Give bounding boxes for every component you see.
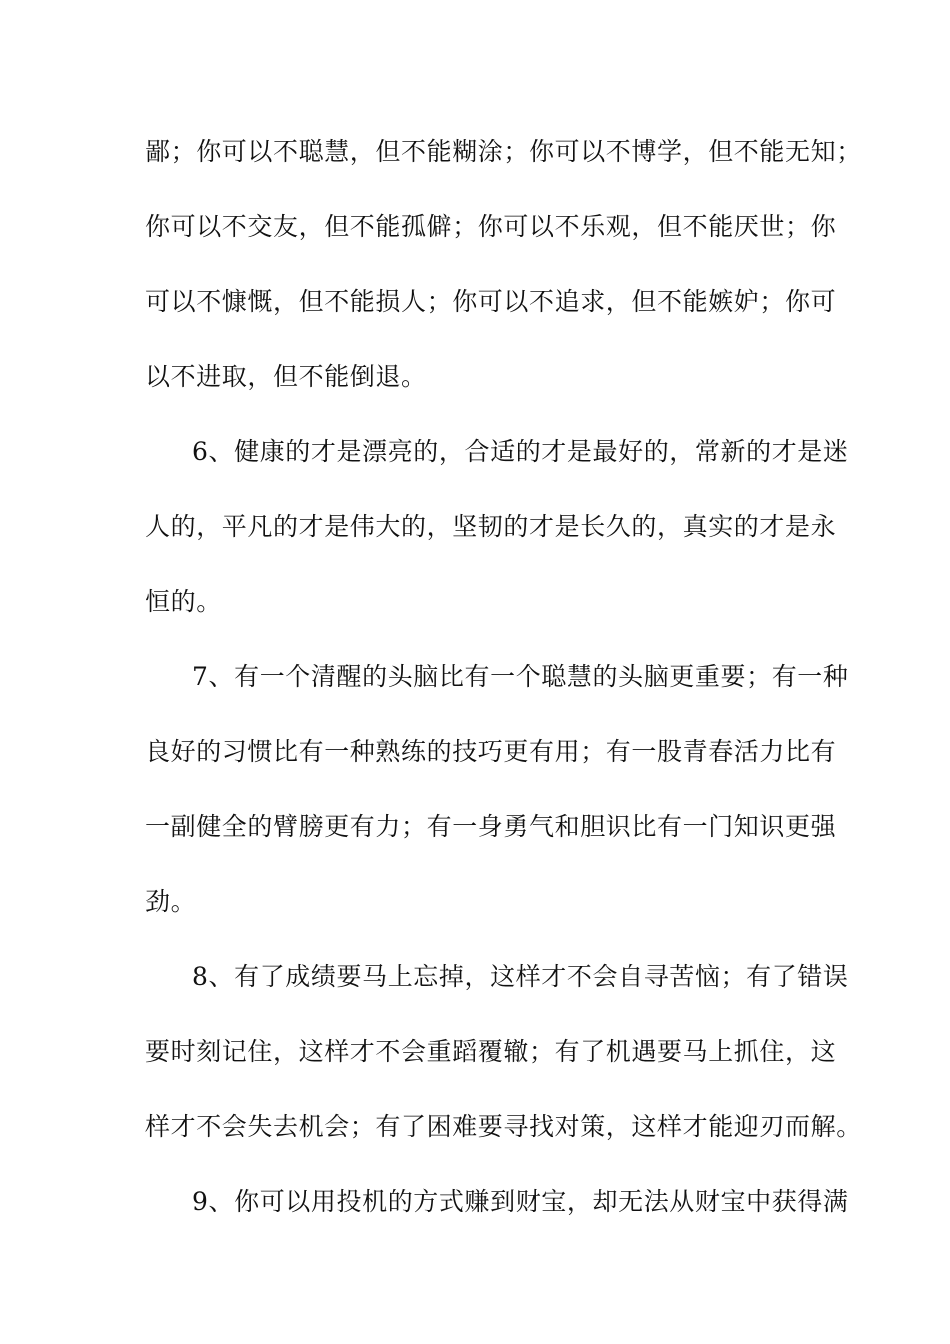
text-line: 良好的习惯比有一种熟练的技巧更有用；有一股青春活力比有 — [145, 737, 837, 766]
text-line: 你可以不交友，但不能孤僻；你可以不乐观，但不能厌世；你 — [145, 212, 837, 241]
text-line: 要时刻记住，这样才不会重蹈覆辙；有了机遇要马上抓住，这 — [145, 1037, 837, 1066]
paragraph-6-first-line: 6、健康的才是漂亮的，合适的才是最好的，常新的才是迷 — [192, 437, 849, 466]
text-line: 以不进取，但不能倒退。 — [145, 362, 427, 391]
text-line: 恒的。 — [145, 587, 222, 616]
text-line: 一副健全的臂膀更有力；有一身勇气和胆识比有一门知识更强 — [145, 812, 837, 841]
paragraph-8-first-line: 8、有了成绩要马上忘掉，这样才不会自寻苦恼；有了错误 — [192, 962, 849, 991]
text-line: 鄙；你可以不聪慧，但不能糊涂；你可以不博学，但不能无知； — [145, 137, 862, 166]
text-line: 劲。 — [145, 887, 197, 916]
text-line: 可以不慷慨，但不能损人；你可以不追求，但不能嫉妒；你可 — [145, 287, 837, 316]
paragraph-9-first-line: 9、你可以用投机的方式赚到财宝，却无法从财宝中获得满 — [192, 1187, 849, 1216]
text-line: 人的，平凡的才是伟大的，坚韧的才是长久的，真实的才是永 — [145, 512, 837, 541]
paragraph-7-first-line: 7、有一个清醒的头脑比有一个聪慧的头脑更重要；有一种 — [192, 662, 849, 691]
text-line: 样才不会失去机会；有了困难要寻找对策，这样才能迎刃而解。 — [145, 1112, 862, 1141]
